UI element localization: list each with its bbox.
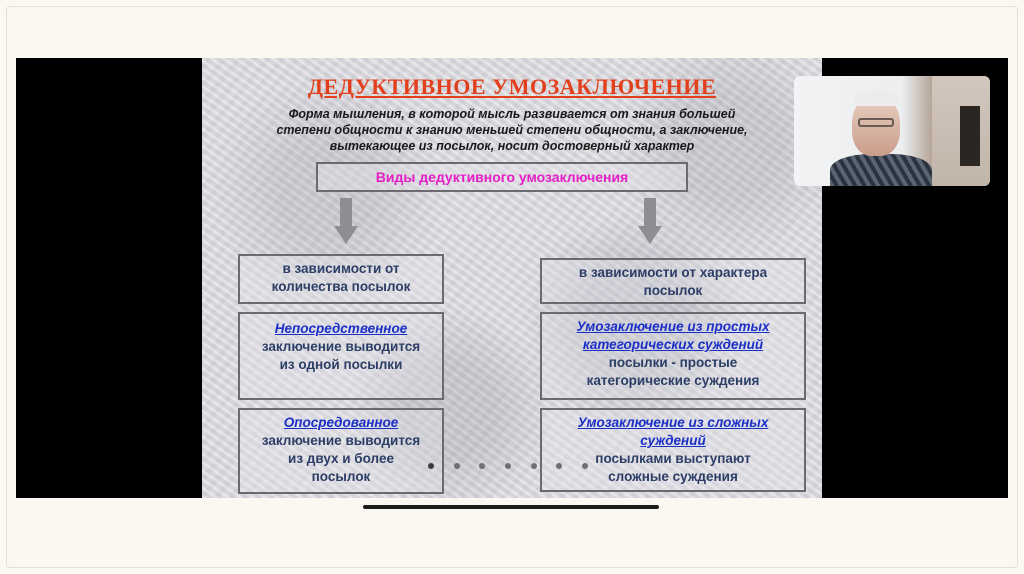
down-arrow-icon [334,198,358,246]
box-text-line: категорические суждения [586,373,760,388]
simple-judgments-box [540,312,806,400]
right-header-line: посылок [643,283,703,298]
down-arrow-icon [638,198,662,246]
box-text-line: заключение выводится [261,339,421,354]
presenter-webcam [794,76,990,186]
complex-judgments-link[interactable]: Умозаключение из сложных [577,415,769,430]
box-text-line: из двух и более [288,451,394,466]
horizontal-scrollbar[interactable] [363,505,659,509]
complex-judgments-link[interactable]: суждений [640,433,706,448]
pager-dot[interactable] [454,463,460,469]
simple-judgments-link[interactable]: Умозаключение из простых [576,319,770,334]
box-text-line: сложные суждения [608,469,738,484]
right-header-line: в зависимости от характера [578,265,768,280]
mediated-inference-link[interactable]: Опосредованное [283,415,399,430]
slide-title: ДЕДУКТИВНОЕ УМОЗАКЛЮЧЕНИЕ [307,74,717,99]
box-text-line: посылками выступают [595,451,751,466]
immediate-inference-box [238,312,444,400]
definition-line: вытекающее из посылок, носит достоверный характер [329,139,695,153]
mediated-inference-box [238,408,444,494]
pager-dot[interactable] [582,463,588,469]
definition-line: Форма мышления, в которой мысль развивается от знания большей [288,107,736,121]
left-header-box [238,254,444,304]
types-heading-box: Виды дедуктивного умозаключения [316,162,688,192]
presentation-slide [202,58,822,498]
simple-judgments-link[interactable]: категорических суждений [582,337,764,352]
pager-dot[interactable] [556,463,562,469]
slide-definition [232,106,792,154]
complex-judgments-box [540,408,806,492]
pager-dot[interactable] [531,463,537,469]
box-text-line: из одной посылки [279,357,403,372]
right-header-box [540,258,806,304]
pager-dot[interactable] [428,463,434,469]
left-header-line: в зависимости от [282,261,400,276]
slide-pager[interactable] [428,463,588,471]
box-text-line: заключение выводится [261,433,421,448]
box-text-line: посылки - простые [608,355,738,370]
immediate-inference-link[interactable]: Непосредственное [274,321,408,336]
pager-dot[interactable] [479,463,485,469]
pager-dot[interactable] [505,463,511,469]
left-header-line: количества посылок [271,279,411,294]
definition-line: степени общности к знанию меньшей степени общности, а заключение, [276,123,748,137]
box-text-line: посылок [311,469,371,484]
